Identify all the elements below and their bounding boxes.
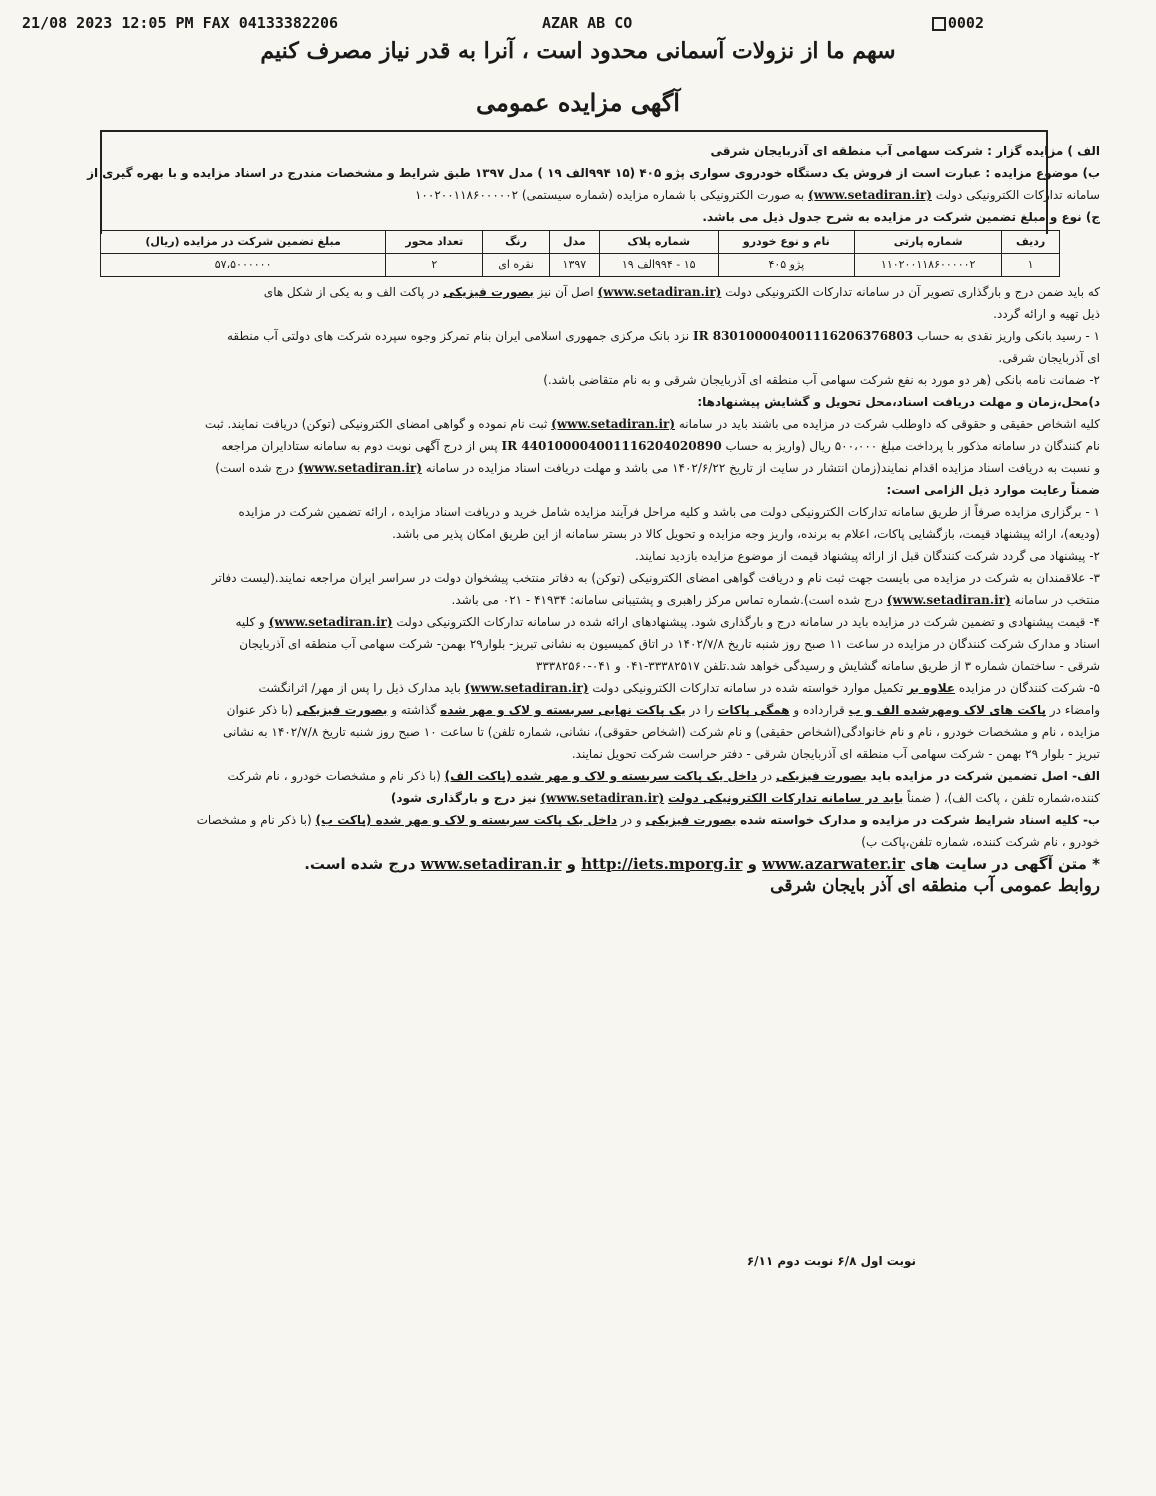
th-plate: شماره پلاک (599, 231, 718, 254)
para-20-post: (با ذکر عنوان (226, 703, 293, 717)
section-d: د)محل،زمان و مهلت دریافت اسناد،محل تحویل و گشایش پیشنهادها: (697, 395, 1100, 409)
cell-guarantee: ۵۷،۵۰۰۰۰۰۰ (101, 254, 386, 277)
auction-items-table (100, 230, 1060, 277)
para-23-pre: الف- اصل تضمین شرکت در مزایده باید (870, 769, 1100, 783)
para-9-post: درج شده است) (215, 461, 295, 475)
para-5: ۲- ضمانت نامه بانکی (هر دو مورد به نفع شرکت سهامی آب منطقه ای آذربایجان شرقی و به نام متقاضی باشد.) (543, 373, 1100, 387)
fax-datetime: 21/08 2023 12:05 PM FAX 04133382206 (22, 14, 339, 32)
para-1 (60, 281, 1100, 303)
para-25-emphasis-1: بصورت فیزیکی (645, 813, 737, 827)
table-header-row (101, 231, 1060, 254)
para-24-post: نیز درج و بارگذاری شود) (390, 791, 537, 805)
para-19-pre: ۵- شرکت کنندگان در مزایده (958, 681, 1100, 695)
th-row-no: ردیف (1002, 231, 1060, 254)
para-19-emphasis: علاوه بر (907, 681, 956, 695)
para-2: ذیل تهیه و ارائه گردد. (993, 307, 1100, 321)
para-3 (60, 325, 1100, 347)
cell-color: نقره ای (483, 254, 550, 277)
setadiran-link[interactable]: (www.setadiran.ir) (298, 461, 422, 475)
setadiran-link[interactable]: (www.setadiran.ir) (540, 791, 665, 805)
para-9-pre: و نسبت به دریافت اسناد مزایده اقدام نمایند(زمان انتشار در سایت از تاریخ ۱۴۰۲/۶/۲۲ می باشد و مهلت دریافت اسناد مزایده در سامانه (425, 461, 1100, 475)
fax-header (22, 14, 1134, 38)
para-24-pre: کننده،شماره تلفن ، پاکت الف)، ( ضمناً (907, 791, 1100, 805)
setadiran-link[interactable]: (www.setadiran.ir) (268, 615, 393, 629)
document-body (60, 140, 1100, 897)
section-c: ج) نوع و مبلغ تضمین شرکت در مزایده به شرح جدول ذیل می باشد. (702, 210, 1100, 224)
publication-dates: نوبت اول ۶/۸ نوبت دوم ۶/۱۱ (746, 1254, 916, 1268)
para-13: ۲- پیشنهاد می گردد شرکت کنندگان قبل از ارائه پیشنهاد قیمت از موضوع مزایده بازدید نمایند. (635, 549, 1100, 563)
para-16-post: و کلیه (235, 615, 265, 629)
section-b-text: ب) موضوع مزایده : عبارت است از فروش یک دستگاه خودروی سواری پژو ۴۰۵ (۱۵ ۹۹۴الف ۱۹ ) مدل ۱۳۹۷ طبق شرایط و مشخصات مندرج در اسناد مزایده و با بهره گیری از (87, 166, 1100, 180)
section-b-line2 (60, 184, 1100, 206)
para-21: مزایده ، نام و مشخصات خودرو ، نام و نام خانوادگی(اشخاص حقیقی) و نام شرکت (اشخاص حقوقی)، نشانی، شماره تلفن) تا ساعت ۱۰ صبح روز شنبه تاریخ ۱۴۰۲/۷/۸ به نشانی (222, 725, 1100, 739)
cell-model: ۱۳۹۷ (549, 254, 599, 277)
websites-and-1: و (747, 855, 757, 873)
para-19 (60, 677, 1100, 699)
para-23-emphasis-1: بصورت فیزیکی (775, 769, 867, 783)
para-14: ۳- علاقمندان به شرکت در مزایده می بایست جهت ثبت نام و دریافت گواهی امضای الکترونیکی (توکن) به دفاتر منتخب پیشخوان دولت در سراسر ایران مراجعه نمایند.(لیست دفاتر (211, 571, 1100, 585)
para-20-emphasis-2: همگی پاکات (717, 703, 790, 717)
para-9 (60, 457, 1100, 479)
cell-party-no: ۱۱۰۲۰۰۱۱۸۶۰۰۰۰۰۲ (855, 254, 1002, 277)
para-15-post: درج شده است).شماره تماس مرکز راهبری و پشتیبانی سامانه: ۴۱۹۳۴ - ۰۲۱ می باشد. (451, 593, 883, 607)
para-23-post: (با ذکر نام و مشخصات خودرو ، نام شرکت (227, 769, 441, 783)
para-20-pre: وامضاء در (1049, 703, 1100, 717)
para-24-emphasis: باید در سامانه تدارکات الکترونیکی دولت (668, 791, 904, 805)
para-20 (60, 699, 1100, 721)
para-15-pre: منتخب در سامانه (1014, 593, 1100, 607)
para-16-pre: ۴- قیمت پیشنهادی و تضمین شرکت در مزایده باید در سامانه درج و بارگذاری شود. پیشنهادهای ارائه شده در سامانه تدارکات الکترونیکی دولت (396, 615, 1100, 629)
fax-page-number: 0002 (947, 14, 984, 32)
para-1-post: در پاکت الف و به یکی از شکل های (263, 285, 440, 299)
page-title: آگهی مزایده عمومی (476, 88, 680, 117)
para-23-mid: در (760, 769, 773, 783)
para-22: تبریز - بلوار ۲۹ بهمن - شرکت سهامی آب منطقه ای آذربایجان شرقی - دفتر حراست شرکت تحویل نمایند. (571, 747, 1100, 761)
section-b-line1 (60, 162, 1100, 184)
fax-company: AZAR AB CO (542, 14, 633, 32)
para-25-emphasis-2: داخل یک پاکت سربسته و لاک و مهر شده (پاکت ب) (315, 813, 618, 827)
para-20-mid2: را در (689, 703, 714, 717)
para-1-mid: اصل آن نیز (537, 285, 594, 299)
para-8-post: پس از درج آگهی نوبت دوم به سامانه ستادایران مراجعه (221, 439, 498, 453)
cell-plate: ۱۵ - ۹۹۴الف ۱۹ (599, 254, 718, 277)
para-20-emphasis-4: بصورت فیزیکی (296, 703, 388, 717)
iban-1: IR 830100004001116206376803 (692, 329, 914, 343)
slogan: سهم ما از نزولات آسمانی محدود است ، آنرا به قدر نیاز مصرف کنیم (260, 38, 896, 64)
setadiran-link[interactable]: (www.setadiran.ir) (597, 285, 722, 299)
para-20-emphasis-3: یک پاکت نهایی سربسته و لاک و مهر شده (440, 703, 686, 717)
cell-row-no: ۱ (1002, 254, 1060, 277)
para-18: شرقی - ساختمان شماره ۳ از طریق سامانه گشایش و رسیدگی خواهد شد.تلفن ۳۳۳۸۲۵۱۷-۰۴۱ و ۰۴۱-۳۳۳۸۲۵۶۰ (535, 659, 1100, 673)
para-24 (60, 787, 1100, 809)
para-8 (60, 435, 1100, 457)
para-20-mid: قرارداده و (793, 703, 845, 717)
th-axles: تعداد محور (386, 231, 483, 254)
para-1-emphasis: بصورت فیزیکی (443, 285, 534, 299)
websites-post: درج شده است. (304, 855, 416, 873)
table-row (101, 254, 1060, 277)
fax-page-icon (932, 17, 946, 31)
section-b-pre: سامانه تدارکات الکترونیکی دولت (935, 188, 1100, 202)
setadiran-link[interactable]: (www.setadiran.ir) (551, 417, 676, 431)
websites-pre: * متن آگهی در سایت های (910, 855, 1100, 873)
para-8-pre: نام کنندگان در سامانه مذکور با پرداخت مبلغ ۵۰۰،۰۰۰ ریال (واریز به حساب (725, 439, 1100, 453)
frame-top (100, 130, 1048, 132)
para-7-post: ثبت نام نموده و گواهی امضای الکترونیکی (توکن) دریافت نمایند. ثبت (204, 417, 548, 431)
section-b-post: به صورت الکترونیکی با شماره مزایده (شماره سیستمی) ۱۰۰۲۰۰۱۱۸۶۰۰۰۰۰۲ (414, 188, 805, 202)
fax-page (932, 14, 984, 32)
section-a: الف ) مزایده گزار : شرکت سهامی آب منطقه ای آذربایجان شرقی (710, 144, 1100, 158)
websites-and-2: و (566, 855, 576, 873)
th-party-no: شماره پارتی (855, 231, 1002, 254)
signature: روابط عمومی آب منطقه ای آذر بایجان شرقی (770, 876, 1100, 896)
para-25 (60, 809, 1100, 831)
th-guarantee: مبلغ تضمین شرکت در مزایده (ریال) (101, 231, 386, 254)
azarwater-link[interactable]: www.azarwater.ir (762, 855, 905, 873)
iets-link[interactable]: http://iets.mporg.ir (581, 855, 743, 873)
para-26: خودرو ، نام شرکت کننده، شماره تلفن،پاکت ب) (861, 835, 1100, 849)
setadiran-link[interactable]: www.setadiran.ir (420, 855, 562, 873)
para-25-mid: و در (620, 813, 642, 827)
para-7-pre: کلیه اشخاص حقیقی و حقوقی که داوطلب شرکت در مزایده می باشند باید در سامانه (678, 417, 1100, 431)
para-25-pre: ب- کلیه اسناد شرایط شرکت در مزایده و مدارک خواسته شده (740, 813, 1100, 827)
websites-line (60, 853, 1100, 875)
para-4: ای آذربایجان شرقی. (998, 351, 1100, 365)
th-color: رنگ (483, 231, 550, 254)
para-11: ۱ - برگزاری مزایده صرفاً از طریق سامانه تدارکات الکترونیکی دولت می باشد و کلیه مراحل فرآیند مزایده شامل خرید و دریافت اسناد مزایده ، ارائه تضمین شرکت در مزایده (238, 505, 1100, 519)
para-19-post: باید مدارک ذیل را پس از مهر/ اثرانگشت (258, 681, 461, 695)
para-20-mid3: گذاشته و (391, 703, 437, 717)
cell-axles: ۲ (386, 254, 483, 277)
th-vehicle: نام و نوع خودرو (718, 231, 855, 254)
para-10: ضمناً رعایت موارد ذیل الزامی است: (886, 483, 1100, 497)
para-23 (60, 765, 1100, 787)
th-model: مدل (549, 231, 599, 254)
cell-vehicle: پژو ۴۰۵ (718, 254, 855, 277)
para-15 (60, 589, 1100, 611)
para-23-emphasis-2: داخل یک پاکت سربسته و لاک و مهر شده (پاکت الف) (444, 769, 758, 783)
para-3-pre: ۱ - رسید بانکی واریز نقدی به حساب (916, 329, 1100, 343)
para-19-mid: تکمیل موارد خواسته شده در سامانه تدارکات الکترونیکی دولت (592, 681, 904, 695)
setadiran-link[interactable]: (www.setadiran.ir) (808, 188, 932, 202)
para-12: (ودیعه)، ارائه پیشنهاد قیمت، بازگشایی پاکات، اعلام به برنده، واریز وجه مزایده و تحویل کالا در بستر سامانه از این طریق امکان پذیر می باشد. (392, 527, 1100, 541)
para-25-post: (با ذکر نام و مشخصات (196, 813, 312, 827)
para-7 (60, 413, 1100, 435)
para-17: اسناد و مدارک شرکت کنندگان در مزایده در ساعت ۱۱ صبح روز شنبه تاریخ ۱۴۰۲/۷/۸ در اتاق کمیسیون به نشانی تبریز- بلوار۲۹ بهمن- شرکت سهامی آب منطقه ای آذربایجان (239, 637, 1100, 651)
iban-2: IR 440100004001116204020890 (501, 439, 722, 453)
para-16 (60, 611, 1100, 633)
para-3-post: نزد بانک مرکزی جمهوری اسلامی ایران بنام تمرکز وجوه سپرده شرکت های دولتی آب منطقه (226, 329, 690, 343)
setadiran-link[interactable]: (www.setadiran.ir) (886, 593, 1011, 607)
para-20-emphasis-1: پاکت های لاک ومهرشده الف و ب (848, 703, 1046, 717)
para-1-pre: که باید ضمن درج و بارگذاری تصویر آن در سامانه تدارکات الکترونیکی دولت (725, 285, 1100, 299)
setadiran-link[interactable]: (www.setadiran.ir) (464, 681, 589, 695)
